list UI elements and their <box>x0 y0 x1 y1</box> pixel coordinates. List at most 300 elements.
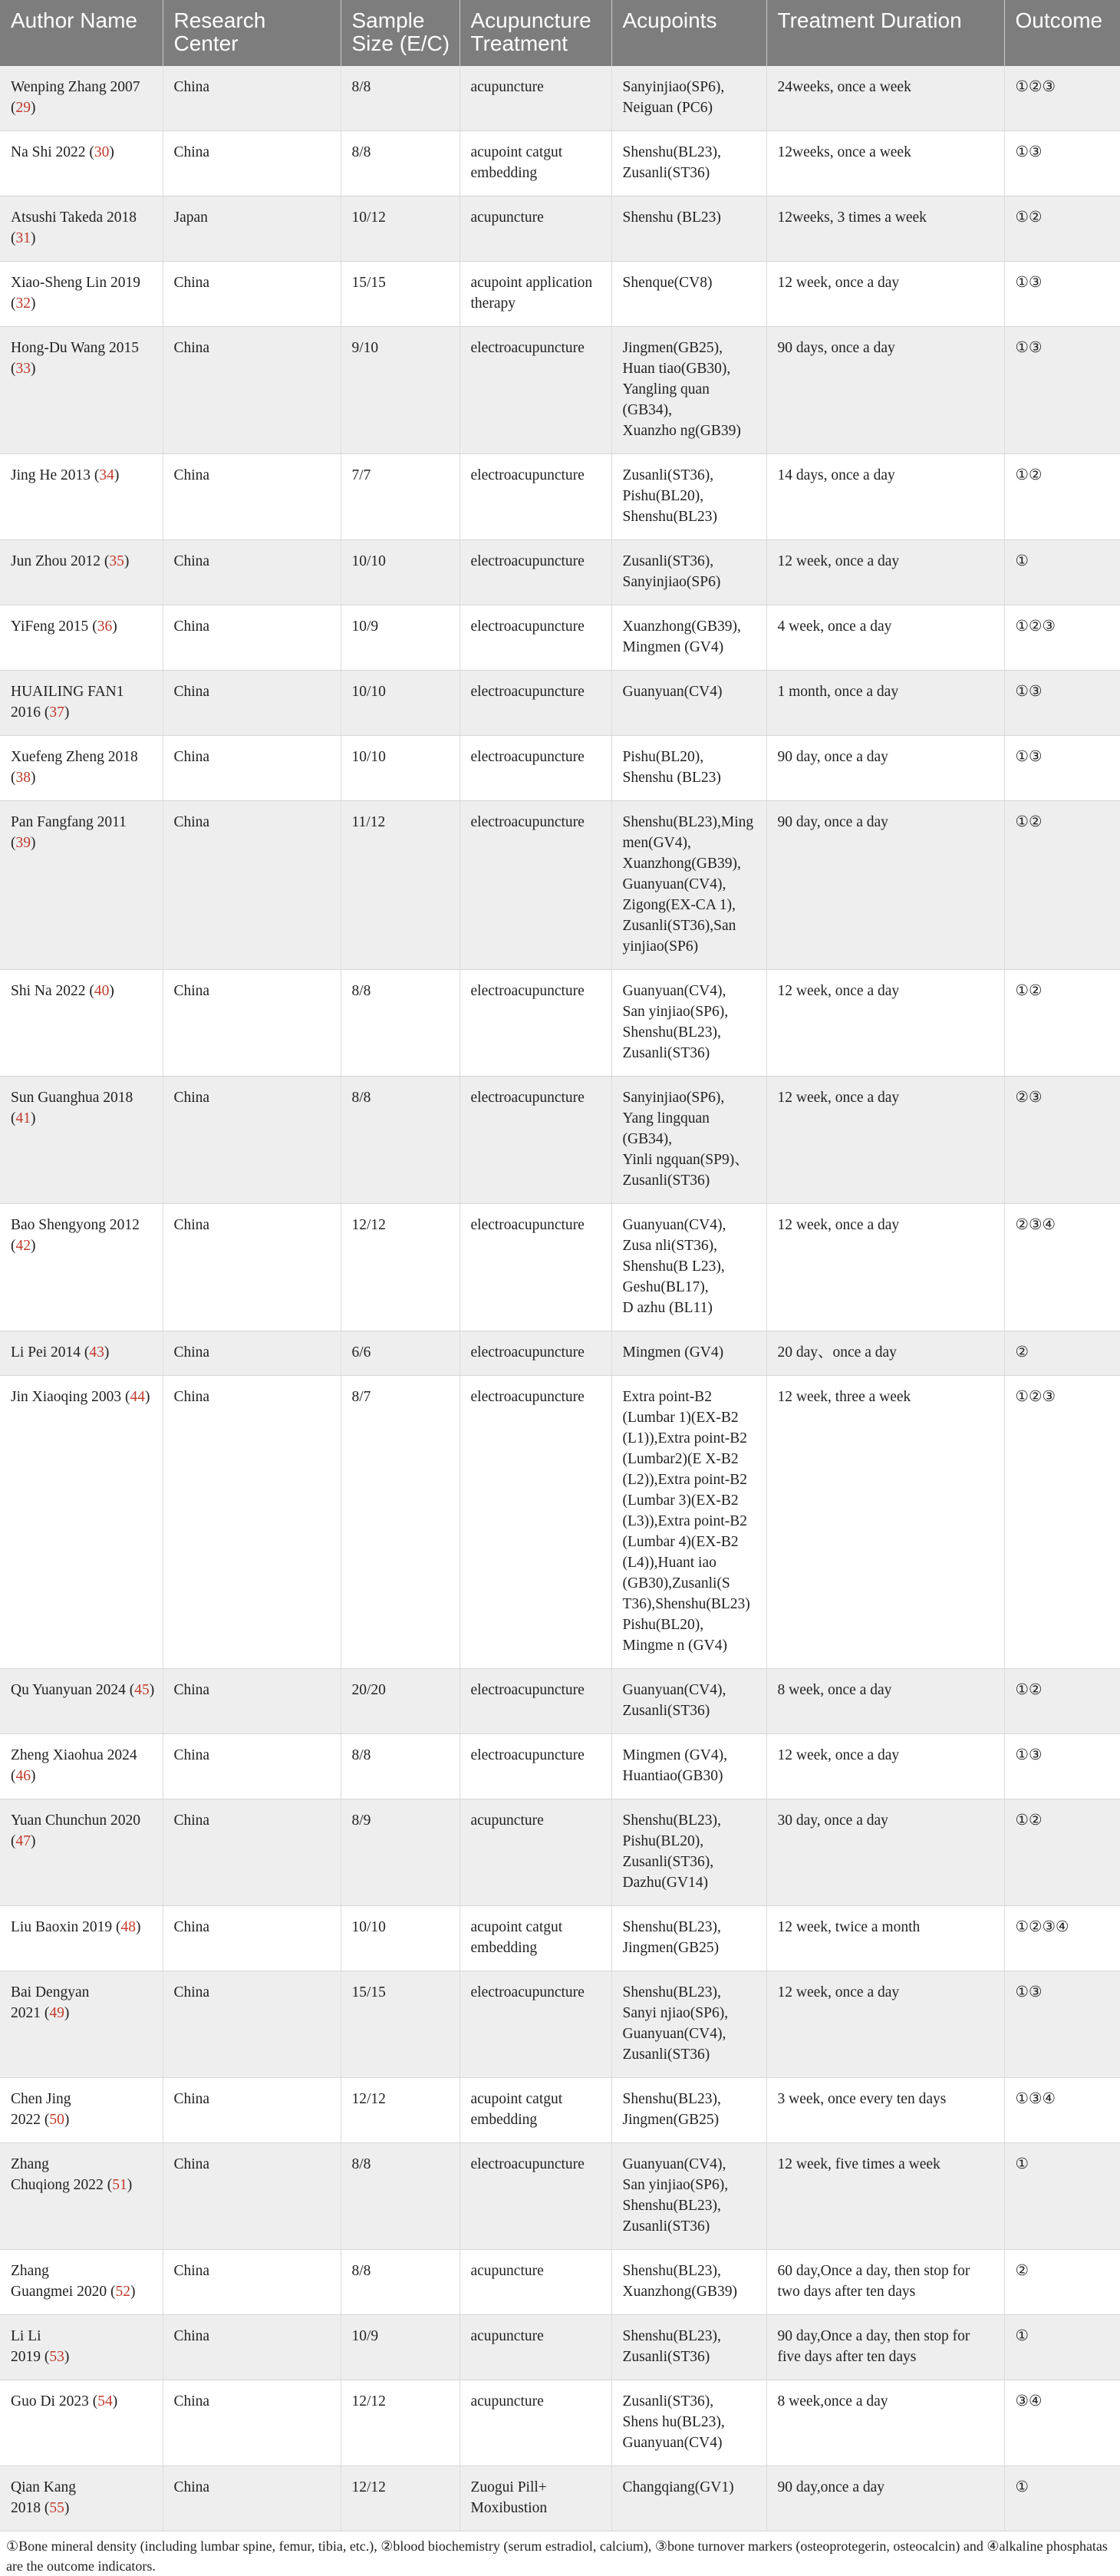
cell-author-text: Atsushi Takeda 2018 <box>11 209 137 226</box>
cell-author-text: Wenping Zhang 2007 <box>11 79 140 95</box>
cell-duration <box>766 2315 1004 2380</box>
reference-link[interactable]: 43 <box>89 1344 104 1361</box>
cell-acupoints-text: Guanyuan(CV4), San yinjiao(SP6), Shenshu(BL23), Zusanli(ST36) <box>622 2156 729 2235</box>
cell-author-text: Qu Yuanyuan 2024 <box>11 1682 126 1698</box>
cell-duration <box>766 327 1004 454</box>
cell-outcome-text: ② <box>1015 1344 1029 1361</box>
cell-acupoints-text: Jingmen(GB25), Huan tiao(GB30), Yangling quan (GB34), Xuanzho ng(GB39) <box>622 340 741 439</box>
cell-treatment <box>460 196 611 262</box>
reference-link[interactable]: 41 <box>15 1110 31 1126</box>
cell-treatment <box>460 1906 611 1971</box>
table-row <box>0 970 1120 1077</box>
cell-research-center <box>163 2466 341 2531</box>
cell-author-text: Jin Xiaoqing 2003 <box>11 1389 122 1405</box>
cell-author-text: Li Li 2019 <box>11 2328 41 2365</box>
cell-research-center <box>163 2250 341 2315</box>
cell-research-center-text: China <box>173 2479 210 2495</box>
cell-duration <box>766 2250 1004 2315</box>
cell-research-center-text: China <box>173 684 210 700</box>
cell-sample-size <box>341 1799 460 1906</box>
cell-duration <box>766 671 1004 736</box>
cell-outcome-text: ①② <box>1015 1812 1043 1829</box>
reference-link[interactable]: 36 <box>97 618 113 635</box>
cell-author: Xiao-Sheng Lin 2019 (32) <box>0 262 163 327</box>
cell-author: Li Li 2019 (53) <box>0 2315 163 2380</box>
table-row <box>0 131 1120 196</box>
cell-research-center <box>163 540 341 605</box>
reference-link[interactable]: 35 <box>109 553 124 569</box>
cell-duration-text: 20 day、once a day <box>777 1344 897 1361</box>
cell-duration-text: 90 day,Once a day, then stop for five days after ten days <box>777 2328 970 2365</box>
table-row <box>0 1799 1120 1906</box>
cell-acupoints <box>611 1331 766 1376</box>
cell-outcome <box>1004 1971 1120 2078</box>
table-row <box>0 262 1120 327</box>
cell-treatment <box>460 2078 611 2143</box>
cell-acupoints <box>611 1734 766 1799</box>
cell-research-center-text: China <box>173 1090 210 1106</box>
cell-acupoints-text: Pishu(BL20), Shenshu (BL23) <box>622 749 721 786</box>
cell-research-center <box>163 327 341 454</box>
cell-outcome <box>1004 1331 1120 1376</box>
cell-treatment <box>460 1734 611 1799</box>
cell-research-center-text: China <box>173 340 210 356</box>
cell-outcome-text: ①② <box>1015 467 1043 483</box>
header-acupuncture-treatment: Acupuncture Treatment <box>460 0 611 66</box>
cell-duration-text: 12 week, once a day <box>777 983 900 999</box>
cell-duration-text: 12 week, once a day <box>777 1984 900 2000</box>
cell-treatment-text: electroacupuncture <box>470 2156 585 2172</box>
cell-treatment <box>460 736 611 801</box>
cell-author: Xuefeng Zheng 2018 (38) <box>0 736 163 801</box>
cell-duration <box>766 454 1004 540</box>
cell-author: Chen Jing 2022 (50) <box>0 2078 163 2143</box>
cell-outcome-text: ①③④ <box>1015 2091 1056 2107</box>
cell-acupoints <box>611 1204 766 1331</box>
cell-duration-text: 24weeks, once a week <box>777 79 911 95</box>
cell-author: Na Shi 2022 (30) <box>0 131 163 196</box>
reference-link[interactable]: 31 <box>15 230 31 246</box>
cell-author: Jing He 2013 (34) <box>0 454 163 540</box>
cell-research-center <box>163 1669 341 1734</box>
cell-sample-size-text: 8/8 <box>351 2156 371 2172</box>
cell-author: Zhang Chuqiong 2022 (51) <box>0 2143 163 2250</box>
cell-duration-text: 90 day,once a day <box>777 2479 885 2495</box>
cell-sample-size-text: 8/8 <box>351 2263 371 2279</box>
cell-duration <box>766 1669 1004 1734</box>
cell-duration-text: 90 day, once a day <box>777 814 888 830</box>
cell-research-center <box>163 1376 341 1669</box>
table-row <box>0 196 1120 262</box>
cell-duration <box>766 66 1004 131</box>
cell-duration <box>766 1331 1004 1376</box>
cell-sample-size <box>341 2315 460 2380</box>
cell-outcome-text: ①②③ <box>1015 1389 1056 1405</box>
cell-research-center <box>163 801 341 970</box>
cell-author: YiFeng 2015 (36) <box>0 605 163 671</box>
cell-duration <box>766 1077 1004 1204</box>
cell-treatment-text: electroacupuncture <box>470 749 585 765</box>
cell-research-center <box>163 1799 341 1906</box>
cell-outcome-text: ① <box>1015 2156 1029 2172</box>
cell-acupoints-text: Changqiang(GV1) <box>622 2479 734 2495</box>
cell-duration <box>766 2466 1004 2531</box>
cell-duration-text: 30 day, once a day <box>777 1812 888 1829</box>
cell-acupoints <box>611 2380 766 2466</box>
cell-sample-size-text: 8/8 <box>351 1747 371 1763</box>
cell-outcome <box>1004 1734 1120 1799</box>
table-row <box>0 605 1120 671</box>
cell-duration-text: 12 week, once a day <box>777 553 900 569</box>
cell-acupoints-text: Guanyuan(CV4), Zusanli(ST36) <box>622 1682 726 1719</box>
cell-sample-size-text: 8/8 <box>351 79 371 95</box>
cell-research-center-text: China <box>173 1389 210 1405</box>
cell-duration-text: 12 week, twice a month <box>777 1919 921 1935</box>
cell-author-text: Zhang Chuqiong 2022 <box>11 2156 104 2193</box>
cell-sample-size <box>341 2380 460 2466</box>
reference-link[interactable]: 34 <box>99 467 114 483</box>
cell-sample-size <box>341 1077 460 1204</box>
cell-duration <box>766 970 1004 1077</box>
reference-link[interactable]: 38 <box>15 770 31 786</box>
cell-duration <box>766 605 1004 671</box>
cell-sample-size-text: 8/8 <box>351 983 371 999</box>
cell-author: Sun Guanghua 2018 (41) <box>0 1077 163 1204</box>
cell-outcome-text: ②③④ <box>1015 1217 1056 1233</box>
cell-author: Guo Di 2023 (54) <box>0 2380 163 2466</box>
cell-sample-size <box>341 2466 460 2531</box>
cell-research-center-text: China <box>173 1812 210 1829</box>
cell-author-text: Shi Na 2022 <box>11 983 86 999</box>
cell-treatment-text: electroacupuncture <box>470 553 585 569</box>
cell-sample-size <box>341 1376 460 1669</box>
cell-research-center <box>163 671 341 736</box>
table-body <box>0 66 1120 2531</box>
reference-link[interactable]: 33 <box>15 361 31 377</box>
table-row <box>0 1376 1120 1669</box>
cell-sample-size-text: 10/9 <box>351 2328 379 2344</box>
table-row <box>0 2143 1120 2250</box>
cell-duration-text: 12 week, once a day <box>777 1090 900 1106</box>
cell-acupoints <box>611 540 766 605</box>
cell-author: Liu Baoxin 2019 (48) <box>0 1906 163 1971</box>
cell-sample-size <box>341 1204 460 1331</box>
cell-duration <box>766 801 1004 970</box>
cell-treatment-text: acupuncture <box>470 2393 544 2409</box>
cell-duration <box>766 2078 1004 2143</box>
cell-outcome-text: ①③ <box>1015 144 1043 160</box>
cell-author: Li Pei 2014 (43) <box>0 1331 163 1376</box>
cell-outcome <box>1004 540 1120 605</box>
cell-outcome <box>1004 2380 1120 2466</box>
table-row <box>0 1077 1120 1204</box>
cell-duration-text: 12 week, once a day <box>777 275 900 291</box>
cell-acupoints-text: Shenshu (BL23) <box>622 209 721 226</box>
cell-treatment-text: Zuogui Pill+ Moxibustion <box>470 2479 548 2516</box>
cell-outcome <box>1004 327 1120 454</box>
cell-sample-size <box>341 671 460 736</box>
cell-sample-size <box>341 327 460 454</box>
cell-duration <box>766 1971 1004 2078</box>
cell-acupoints <box>611 2250 766 2315</box>
cell-author: HUAILING FAN1 2016 (37) <box>0 671 163 736</box>
cell-sample-size-text: 10/12 <box>351 209 386 226</box>
reference-link[interactable]: 50 <box>49 2112 64 2128</box>
cell-research-center <box>163 736 341 801</box>
reference-link[interactable]: 39 <box>15 835 31 851</box>
cell-treatment <box>460 2143 611 2250</box>
cell-author-text: Qian Kang 2018 <box>11 2479 77 2516</box>
cell-duration-text: 1 month, once a day <box>777 684 899 700</box>
cell-sample-size <box>341 2143 460 2250</box>
cell-acupoints-text: Shenshu(BL23), Sanyi njiao(SP6), Guanyuan(CV4), Zusanli(ST36) <box>622 1984 729 2063</box>
cell-author: Jun Zhou 2012 (35) <box>0 540 163 605</box>
cell-author: Atsushi Takeda 2018 (31) <box>0 196 163 262</box>
cell-treatment-text: electroacupuncture <box>470 1984 585 2000</box>
cell-acupoints-text: Shenque(CV8) <box>622 275 713 291</box>
reference-link[interactable]: 54 <box>97 2393 113 2409</box>
cell-research-center <box>163 1906 341 1971</box>
cell-research-center-text: China <box>173 1747 210 1763</box>
cell-sample-size-text: 8/8 <box>351 144 371 160</box>
cell-research-center <box>163 2380 341 2466</box>
cell-sample-size <box>341 605 460 671</box>
cell-sample-size <box>341 131 460 196</box>
cell-sample-size <box>341 736 460 801</box>
cell-sample-size-text: 10/10 <box>351 749 386 765</box>
cell-acupoints-text: Shenshu(BL23), Zusanli(ST36) <box>622 2328 721 2365</box>
cell-research-center <box>163 131 341 196</box>
cell-duration <box>766 540 1004 605</box>
cell-author-text: HUAILING FAN1 2016 <box>11 684 124 721</box>
cell-author-text: Li Pei 2014 <box>11 1344 81 1361</box>
table-row <box>0 2380 1120 2466</box>
cell-research-center <box>163 454 341 540</box>
cell-research-center-text: China <box>173 749 210 765</box>
cell-duration <box>766 2143 1004 2250</box>
reference-link[interactable]: 47 <box>15 1833 31 1849</box>
cell-research-center <box>163 2078 341 2143</box>
cell-treatment-text: electroacupuncture <box>470 1090 585 1106</box>
reference-link[interactable]: 45 <box>134 1682 150 1698</box>
cell-sample-size <box>341 66 460 131</box>
cell-treatment-text: electroacupuncture <box>470 340 585 356</box>
cell-research-center <box>163 1331 341 1376</box>
reference-link[interactable]: 42 <box>15 1238 31 1254</box>
cell-treatment-text: electroacupuncture <box>470 618 585 635</box>
cell-author-text: Jing He 2013 <box>11 467 91 483</box>
cell-author: Bao Shengyong 2012 (42) <box>0 1204 163 1331</box>
table-row <box>0 2250 1120 2315</box>
cell-research-center <box>163 66 341 131</box>
cell-outcome <box>1004 262 1120 327</box>
cell-outcome-text: ①②③ <box>1015 79 1056 95</box>
cell-acupoints-text: Guanyuan(CV4), Zusa nli(ST36), Shenshu(B L23), Geshu(BL17), D azhu (BL11) <box>622 1217 726 1316</box>
header-treatment-duration: Treatment Duration <box>766 0 1004 66</box>
cell-acupoints <box>611 1077 766 1204</box>
cell-outcome-text: ③④ <box>1015 2393 1043 2409</box>
cell-acupoints-text: Shenshu(BL23), Xuanzhong(GB39) <box>622 2263 737 2300</box>
cell-outcome-text: ①③ <box>1015 749 1043 765</box>
cell-treatment-text: electroacupuncture <box>470 983 585 999</box>
cell-sample-size-text: 15/15 <box>351 275 386 291</box>
cell-sample-size-text: 8/7 <box>351 1389 371 1405</box>
cell-treatment-text: acupoint application therapy <box>470 275 593 312</box>
reference-link[interactable]: 44 <box>130 1389 145 1405</box>
cell-research-center-text: China <box>173 2263 210 2279</box>
table-row <box>0 2466 1120 2531</box>
cell-acupoints <box>611 196 766 262</box>
cell-author-text: Bao Shengyong 2012 <box>11 1217 140 1233</box>
cell-acupoints-text: Sanyinjiao(SP6), Yang lingquan (GB34), Yinli ngquan(SP9)、 Zusanli(ST36) <box>622 1090 749 1189</box>
cell-treatment-text: electroacupuncture <box>470 1344 585 1361</box>
cell-treatment-text: acupoint catgut embedding <box>470 144 563 181</box>
table-row <box>0 540 1120 605</box>
cell-treatment <box>460 454 611 540</box>
cell-outcome <box>1004 2466 1120 2531</box>
cell-treatment-text: electroacupuncture <box>470 684 585 700</box>
cell-treatment-text: acupuncture <box>470 79 544 95</box>
cell-research-center <box>163 2143 341 2250</box>
cell-outcome-text: ② <box>1015 2263 1029 2279</box>
cell-treatment <box>460 1077 611 1204</box>
cell-treatment-text: electroacupuncture <box>470 1217 585 1233</box>
cell-outcome <box>1004 1204 1120 1331</box>
cell-acupoints <box>611 970 766 1077</box>
cell-acupoints <box>611 454 766 540</box>
cell-acupoints <box>611 736 766 801</box>
cell-acupoints-text: Shenshu(BL23), Jingmen(GB25) <box>622 1919 721 1956</box>
cell-author-text: Na Shi 2022 <box>11 144 86 160</box>
cell-sample-size-text: 12/12 <box>351 2479 386 2495</box>
cell-acupoints-text: Zusanli(ST36), Shens hu(BL23), Guanyuan(CV4) <box>622 2393 725 2451</box>
cell-research-center <box>163 196 341 262</box>
cell-treatment <box>460 2380 611 2466</box>
cell-treatment <box>460 1331 611 1376</box>
cell-acupoints-text: Shenshu(BL23), Pishu(BL20), Zusanli(ST36), Dazhu(GV14) <box>622 1812 721 1891</box>
cell-sample-size-text: 9/10 <box>351 340 379 356</box>
reference-link[interactable]: 49 <box>49 2005 64 2021</box>
reference-link[interactable]: 48 <box>120 1919 137 1935</box>
cell-outcome <box>1004 66 1120 131</box>
cell-sample-size <box>341 540 460 605</box>
cell-research-center <box>163 1734 341 1799</box>
cell-outcome-text: ①② <box>1015 983 1043 999</box>
cell-outcome-text: ①③ <box>1015 684 1043 700</box>
cell-sample-size-text: 12/12 <box>351 1217 386 1233</box>
cell-treatment <box>460 970 611 1077</box>
cell-research-center-text: China <box>173 814 210 830</box>
cell-author-text: Sun Guanghua 2018 <box>11 1090 133 1106</box>
reference-link[interactable]: 37 <box>49 704 64 721</box>
cell-outcome-text: ①③ <box>1015 275 1043 291</box>
cell-author-text: Hong-Du Wang 2015 <box>11 340 140 356</box>
cell-outcome <box>1004 1799 1120 1906</box>
cell-duration <box>766 196 1004 262</box>
header-sample-size: Sample Size (E/C) <box>341 0 460 66</box>
cell-research-center <box>163 1971 341 2078</box>
cell-acupoints <box>611 671 766 736</box>
cell-treatment-text: electroacupuncture <box>470 467 585 483</box>
cell-treatment <box>460 131 611 196</box>
header-author-name: Author Name <box>0 0 163 66</box>
cell-research-center <box>163 1204 341 1331</box>
cell-acupoints <box>611 1799 766 1906</box>
cell-duration-text: 90 days, once a day <box>777 340 895 356</box>
cell-treatment-text: acupuncture <box>470 2263 544 2279</box>
reference-link[interactable]: 55 <box>49 2500 64 2516</box>
cell-treatment <box>460 2250 611 2315</box>
table-row <box>0 2078 1120 2143</box>
cell-research-center-text: China <box>173 467 210 483</box>
cell-treatment <box>460 1669 611 1734</box>
table-header-row <box>0 0 1120 66</box>
cell-research-center <box>163 1077 341 1204</box>
cell-author: Qian Kang 2018 (55) <box>0 2466 163 2531</box>
cell-research-center-text: China <box>173 1217 210 1233</box>
cell-outcome <box>1004 736 1120 801</box>
reference-link[interactable]: 51 <box>112 2177 127 2193</box>
cell-duration-text: 14 days, once a day <box>777 467 895 483</box>
cell-research-center-text: China <box>173 1919 210 1935</box>
cell-acupoints-text: Mingmen (GV4), Huantiao(GB30) <box>622 1747 727 1784</box>
cell-duration <box>766 1376 1004 1669</box>
cell-acupoints-text: Shenshu(BL23), Zusanli(ST36) <box>622 144 721 181</box>
cell-treatment <box>460 66 611 131</box>
cell-author: Jin Xiaoqing 2003 (44) <box>0 1376 163 1669</box>
cell-duration-text: 4 week, once a day <box>777 618 892 635</box>
cell-acupoints <box>611 1971 766 2078</box>
reference-link[interactable]: 30 <box>94 144 110 160</box>
reference-link[interactable]: 46 <box>15 1768 31 1784</box>
cell-outcome <box>1004 2315 1120 2380</box>
cell-sample-size <box>341 454 460 540</box>
cell-author-text: Zheng Xiaohua 2024 <box>11 1747 137 1763</box>
cell-duration <box>766 1734 1004 1799</box>
cell-acupoints <box>611 66 766 131</box>
cell-research-center-text: China <box>173 144 210 160</box>
header-acupoints: Acupoints <box>611 0 766 66</box>
cell-sample-size <box>341 1331 460 1376</box>
cell-research-center <box>163 605 341 671</box>
cell-author: Qu Yuanyuan 2024 (45) <box>0 1669 163 1734</box>
reference-link[interactable]: 52 <box>115 2284 130 2300</box>
cell-acupoints-text: Mingmen (GV4) <box>622 1344 724 1361</box>
cell-duration <box>766 1799 1004 1906</box>
cell-treatment-text: acupuncture <box>470 1812 544 1829</box>
cell-outcome <box>1004 970 1120 1077</box>
table-row <box>0 454 1120 540</box>
cell-acupoints-text: Shenshu(BL23),Ming men(GV4), Xuanzhong(GB39), Guanyuan(CV4), Zigong(EX-CA 1), Zusanli(ST36),San yinjiao(SP6) <box>622 814 754 955</box>
reference-link[interactable]: 29 <box>15 100 31 116</box>
cell-research-center-text: China <box>173 983 210 999</box>
cell-author-text: Xuefeng Zheng 2018 <box>11 749 138 765</box>
cell-treatment <box>460 1971 611 2078</box>
cell-sample-size <box>341 1734 460 1799</box>
table-row <box>0 66 1120 131</box>
cell-treatment-text: electroacupuncture <box>470 814 585 830</box>
cell-treatment <box>460 1376 611 1669</box>
reference-link[interactable]: 40 <box>94 983 110 999</box>
cell-duration-text: 8 week, once a day <box>777 1682 892 1698</box>
reference-link[interactable]: 53 <box>49 2349 64 2365</box>
cell-sample-size-text: 20/20 <box>351 1682 386 1698</box>
cell-acupoints-text: Extra point-B2 (Lumbar 1)(EX-B2 (L1)),Extra point-B2 (Lumbar2)(E X-B2 (L2)),Extra point-B2 (Lumbar 3)(EX-B2 (L3)),Extra point-B2 (Lumbar 4)(EX-B2 (L4)),Huant iao (GB30),Zusanli(S T36),Shenshu(BL23) Pishu(BL20), Mingme n (GV4) <box>622 1389 750 1654</box>
header-outcome: Outcome <box>1004 0 1120 66</box>
cell-outcome <box>1004 1906 1120 1971</box>
cell-duration-text: 3 week, once every ten days <box>777 2091 947 2107</box>
reference-link[interactable]: 32 <box>15 295 31 312</box>
